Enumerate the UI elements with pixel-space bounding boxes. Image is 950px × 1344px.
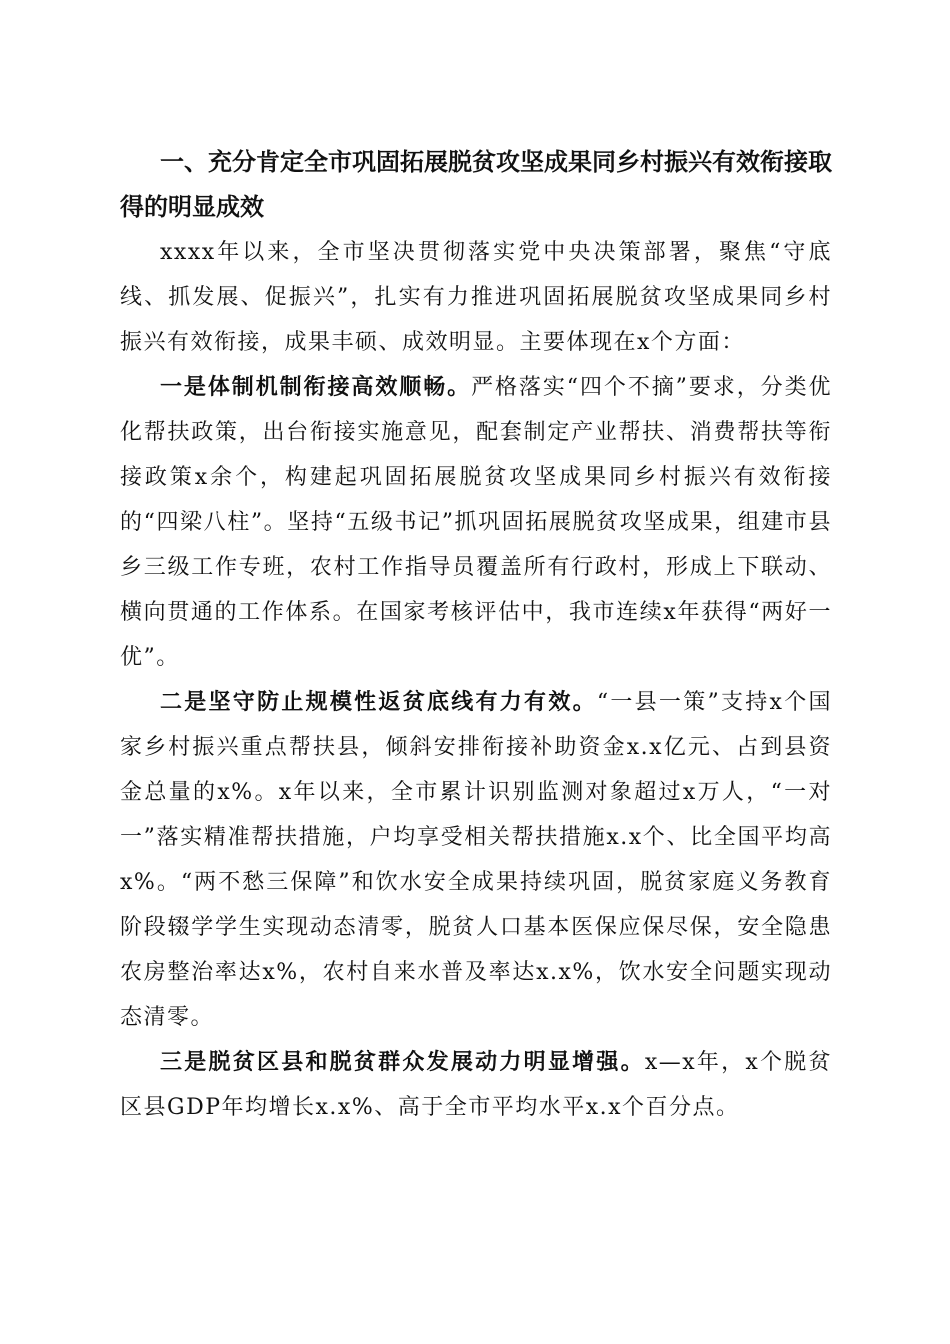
paragraph-body: x—x年，x个脱贫区县GDP年均增长x.x%、高于全市平均水平x.x个百分点。: [120, 1050, 832, 1120]
paragraph-lead: 一是体制机制衔接高效顺畅。: [160, 374, 472, 400]
paragraph-body: 严格落实“四个不摘”要求，分类优化帮扶政策，出台衔接实施意见，配套制定产业帮扶、消费帮扶等衔接政策x余个，构建起巩固拓展脱贫攻坚成果同乡村振兴有效衔接的“四梁八柱”。坚持“五级书记”抓巩固拓展脱贫攻坚成果，组建市县乡三级工作专班，农村工作指导员覆盖所有行政村，形成上下联动、横向贯通的工作体系。在国家考核评估中，我市连续x年获得“两好一优”。: [120, 375, 832, 670]
document-body: [120, 140, 832, 1130]
paragraph-lead: 三是脱贫区县和脱贫群众发展动力明显增强。: [160, 1049, 645, 1075]
section-heading: 一、充分肯定全市巩固拓展脱贫攻坚成果同乡村振兴有效衔接取得的明显成效: [120, 148, 832, 221]
paragraph-poverty-prevention: [120, 680, 832, 1040]
intro-paragraph: xxxx年以来，全市坚决贯彻落实党中央决策部署，聚焦“守底线、抓发展、促振兴”，扎实有力推进巩固拓展脱贫攻坚成果同乡村振兴有效衔接，成果丰硕、成效明显。主要体现在x个方面：: [120, 240, 832, 355]
paragraph-lead: 二是坚守防止规模性返贫底线有力有效。: [160, 689, 597, 715]
paragraph-body: “一县一策”支持x个国家乡村振兴重点帮扶县，倾斜安排衔接补助资金x.x亿元、占到县资金总量的x%。x年以来，全市累计识别监测对象超过x万人，“一对一”落实精准帮扶措施，户均享受相关帮扶措施x.x个、比全国平均高x%。“两不愁三保障”和饮水安全成果持续巩固，脱贫家庭义务教育阶段辍学学生实现动态清零，脱贫人口基本医保应保尽保，安全隐患农房整治率达x%，农村自来水普及率达x.x%，饮水安全问题实现动态清零。: [120, 690, 833, 1030]
paragraph-institutional: [120, 365, 832, 680]
paragraph-development: [120, 1040, 832, 1130]
